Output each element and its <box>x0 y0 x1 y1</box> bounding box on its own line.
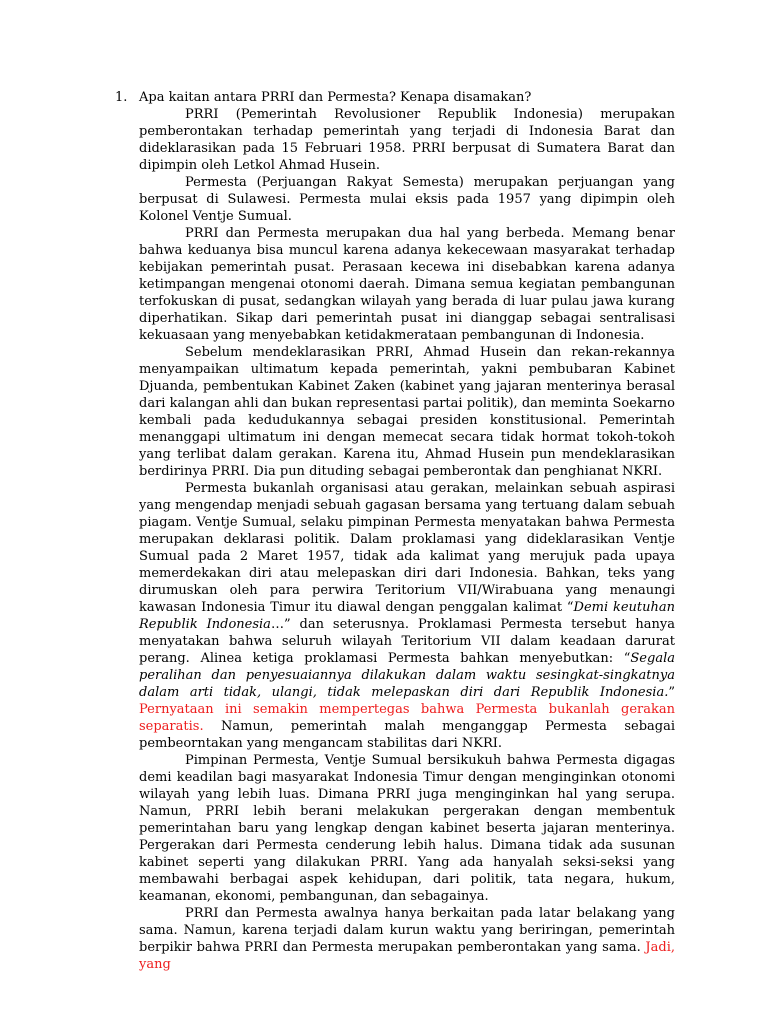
paragraph-ultimatum: Sebelum mendeklarasikan PRRI, Ahmad Husein dan rekan-rekannya menyampaikan ultimatum kepada pemerintah, yakni pembubaran Kabinet Djuanda, pembentukan Kabinet Zaken (kabinet yang jajaran menterinya berasal dari kalangan ahli dan bukan representasi partai politik), dan meminta Soekarno kembali pada kedudukannya sebagai presiden konstitusional. Pemerintah menanggapi ultimatum ini dengan memecat secara tidak hormat tokoh-tokoh yang terlibat dalam gerakan. Karena itu, Ahmad Husein pun mendeklarasikan berdirinya PRRI. Dia pun dituding sebagai pemberontak dan penghianat NKRI. <box>139 345 675 479</box>
text-run: PRRI dan Permesta awalnya hanya berkaitan pada latar belakang yang sama. Namun, karena terjadi dalam kurun waktu yang beriringan, pemerintah berpikir bahwa PRRI dan Permesta merupakan pemberontakan yang sama. <box>139 906 675 955</box>
highlighted-text: Jadi, yang <box>139 940 675 972</box>
text-run: Permesta bukanlah organisasi atau gerakan, melainkan sebuah aspirasi yang mengendap menjadi sebuah gagasan bersama yang tertuang dalam sebuah piagam. Ventje Sumual, selaku pimpinan Permesta menyatakan bahwa Permesta merupakan deklarasi politik. Dalam proklamasi yang dideklarasikan Ventje Sumual pada 2 Maret 1957, tidak ada kalimat yang merujuk pada upaya memerdekakan diri atau melepaskan diri dari Indonesia. Bahkan, teks yang dirumuskan oleh para perwira Teritorium VII/Wirabuana yang menaungi kawasan Indonesia Timur itu diawal dengan penggalan kalimat “ <box>139 481 675 615</box>
italic-quote: Demi keutuhan Republik Indonesia <box>139 600 675 632</box>
paragraph-differences: PRRI dan Permesta merupakan dua hal yang berbeda. Memang benar bahwa keduanya bisa muncul karena adanya kekecewaan masyarakat terhadap kebijakan pemerintah pusat. Perasaan kecewa ini disebabkan karena adanya ketimpangan mengenai otonomi daerah. Dimana semua kegiatan pembangunan terfokuskan di pusat, sedangkan wilayah yang berada di luar pulau jawa kurang diperhatikan. Sikap dari pemerintah pusat ini dianggap sebagai sentralisasi kekuasaan yang menyebabkan ketidakmerataan pembangunan di Indonesia. <box>139 226 675 343</box>
numbered-list-item <box>115 89 676 973</box>
paragraph-sumual-position: Pimpinan Permesta, Ventje Sumual bersikukuh bahwa Permesta digagas demi keadilan bagi masyarakat Indonesia Timur dengan menginginkan otonomi wilayah yang lebih luas. Dimana PRRI juga menginginkan hal yang serupa. Namun, PRRI lebih berani melakukan pergerakan dengan membentuk pemerintahan baru yang lengkap dengan kabinet beserta jajaran menterinya. Pergerakan dari Permesta cenderung lebih halus. Dimana tidak ada susunan kabinet seperti yang dilakukan PRRI. Yang ada hanyalah seksi-seksi yang membawahi berbagai aspek kehidupan, dari politik, tata negara, hukum, keamanan, ekonomi, pembangunan, dan sebagainya. <box>139 753 675 904</box>
italic-quote: Segala peralihan dan penyesuaiannya dilakukan dalam waktu sesingkat-singkatnya dalam arti tidak, ulangi, tidak melepaskan diri dari Republik Indonesia. <box>139 651 675 700</box>
list-number: 1. <box>115 90 128 105</box>
text-run: Namun, pemerintah malah menganggap Permesta sebagai pembeorntakan yang mengancam stabilitas dari NKRI. <box>139 719 675 751</box>
text-run: …” dan seterusnya. Proklamasi Permesta tersebut hanya menyatakan bahwa seluruh wilayah Teritorium VII dalam keadaan darurat perang. Alinea ketiga proklamasi Permesta bahkan menyebutkan: “ <box>139 617 676 666</box>
paragraph-permesta-proclamation <box>139 480 675 752</box>
paragraph-permesta-definition: Permesta (Perjuangan Rakyat Semesta) merupakan perjuangan yang berpusat di Sulawesi. Permesta mulai eksis pada 1957 yang dipimpin oleh Kolonel Ventje Sumual. <box>139 175 675 224</box>
paragraph-prri-definition: PRRI (Pemerintah Revolusioner Republik Indonesia) merupakan pemberontakan terhadap pemerintah yang terjadi di Indonesia Barat dan dideklarasikan pada 15 Februari 1958. PRRI berpusat di Sumatera Barat dan dipimpin oleh Letkol Ahmad Husein. <box>139 107 675 173</box>
highlighted-text: Pernyataan ini semakin mempertegas bahwa Permesta bukanlah gerakan separatis. <box>139 702 675 734</box>
paragraph-conclusion <box>139 905 675 973</box>
question-text: Apa kaitan antara PRRI dan Permesta? Kenapa disamakan? <box>139 90 532 105</box>
text-run: ” <box>668 685 675 700</box>
